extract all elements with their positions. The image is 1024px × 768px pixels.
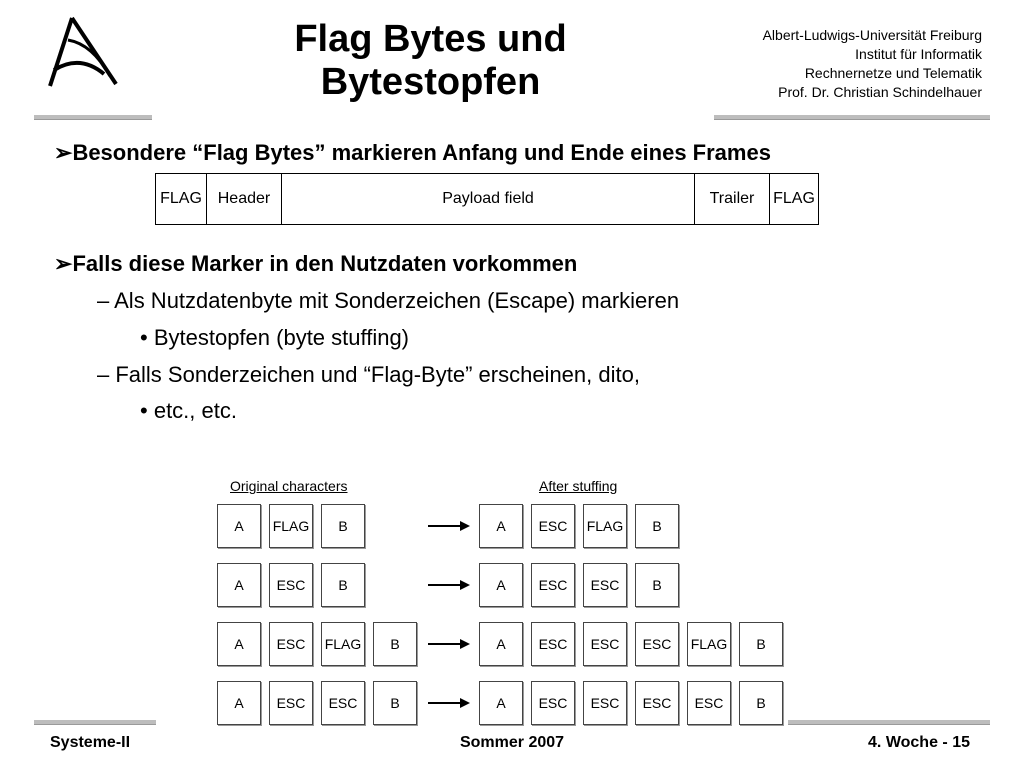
institution-block	[763, 26, 982, 102]
original-byte-cell: ESC	[269, 563, 313, 607]
original-byte-cell: A	[217, 563, 261, 607]
original-byte-cell: B	[373, 681, 417, 725]
stuffed-byte-cell: FLAG	[687, 622, 731, 666]
institution-line: Institut für Informatik	[855, 46, 982, 62]
footer-rule-right	[788, 720, 990, 725]
stuffed-byte-cell: ESC	[635, 622, 679, 666]
stuffed-byte-cell: A	[479, 563, 523, 607]
footer-right: 4. Woche - 15	[868, 734, 970, 751]
stuffed-byte-cell: ESC	[531, 681, 575, 725]
stuffed-byte-cell: ESC	[583, 563, 627, 607]
dot-bullet-icon: •	[140, 398, 148, 423]
original-byte-cell: ESC	[321, 681, 365, 725]
sub-bullet-2: – Falls Sonderzeichen und “Flag-Byte” erscheinen, dito,	[97, 362, 640, 387]
frame-flag-start: FLAG	[156, 174, 207, 224]
stuffed-byte-cell: B	[739, 622, 783, 666]
stuffed-byte-cell: B	[739, 681, 783, 725]
stuffed-byte-cell: A	[479, 504, 523, 548]
stuffed-byte-cell: ESC	[687, 681, 731, 725]
stuffed-byte-cell: ESC	[635, 681, 679, 725]
title-line-2: Bytestopfen	[320, 61, 541, 103]
original-byte-cell: FLAG	[321, 622, 365, 666]
right-arrow-icon	[428, 702, 468, 704]
stuffed-byte-cell: FLAG	[583, 504, 627, 548]
dot-bullet-icon: •	[140, 325, 148, 350]
sub-bullet-1: – Als Nutzdatenbyte mit Sonderzeichen (Escape) markieren	[97, 288, 680, 313]
original-byte-cell: B	[321, 563, 365, 607]
original-byte-cell: B	[321, 504, 365, 548]
stuffed-byte-cell: ESC	[531, 504, 575, 548]
stuffed-byte-cell: ESC	[531, 622, 575, 666]
frame-flag-end: FLAG	[773, 190, 815, 207]
stuffed-byte-cell: B	[635, 504, 679, 548]
stuffed-byte-cell: A	[479, 681, 523, 725]
right-arrow-icon	[428, 525, 468, 527]
original-byte-cell: FLAG	[269, 504, 313, 548]
original-byte-cell: A	[217, 504, 261, 548]
arrow-bullet-icon: ➢	[54, 140, 73, 165]
footer-left: Systeme-II	[50, 734, 131, 751]
sub-sub-bullet-1-text: Bytestopfen (byte stuffing)	[153, 325, 410, 350]
right-arrow-icon	[428, 643, 468, 645]
original-characters-label: Original characters	[230, 478, 348, 494]
original-byte-cell: B	[373, 622, 417, 666]
footer-rule-left	[34, 720, 156, 725]
original-byte-cell: A	[217, 622, 261, 666]
bullet-2	[54, 251, 577, 277]
sub-sub-bullet-1	[140, 325, 409, 351]
header-rule-left	[34, 115, 152, 120]
bullet-2-text: Falls diese Marker in den Nutzdaten vorkommen	[72, 251, 578, 276]
stuffed-byte-cell: ESC	[583, 622, 627, 666]
sub-sub-bullet-2	[140, 398, 237, 424]
frame-trailer: Trailer	[695, 174, 770, 224]
arrow-bullet-icon: ➢	[54, 251, 73, 276]
right-arrow-icon	[428, 584, 468, 586]
stuffed-byte-cell: ESC	[583, 681, 627, 725]
original-byte-cell: ESC	[269, 622, 313, 666]
institution-line: Rechnernetze und Telematik	[804, 65, 982, 81]
stuffed-byte-cell: ESC	[531, 563, 575, 607]
frame-payload: Payload field	[282, 174, 695, 224]
bullet-1	[54, 140, 771, 166]
footer-center: Sommer 2007	[459, 734, 565, 751]
frame-header: Header	[207, 174, 282, 224]
original-byte-cell: A	[217, 681, 261, 725]
institution-line: Prof. Dr. Christian Schindelhauer	[778, 84, 982, 100]
header-rule-right	[714, 115, 990, 120]
stuffed-byte-cell: A	[479, 622, 523, 666]
title-line-1: Flag Bytes und	[294, 18, 567, 60]
bullet-1-text: Besondere “Flag Bytes” markieren Anfang und Ende eines Frames	[72, 140, 771, 165]
frame-diagram	[155, 173, 819, 225]
sub-sub-bullet-2-text: etc., etc.	[153, 398, 237, 423]
institution-line: Albert-Ludwigs-Universität Freiburg	[762, 27, 982, 43]
page-title	[0, 18, 860, 104]
original-byte-cell: ESC	[269, 681, 313, 725]
stuffed-byte-cell: B	[635, 563, 679, 607]
after-stuffing-label: After stuffing	[539, 478, 618, 494]
